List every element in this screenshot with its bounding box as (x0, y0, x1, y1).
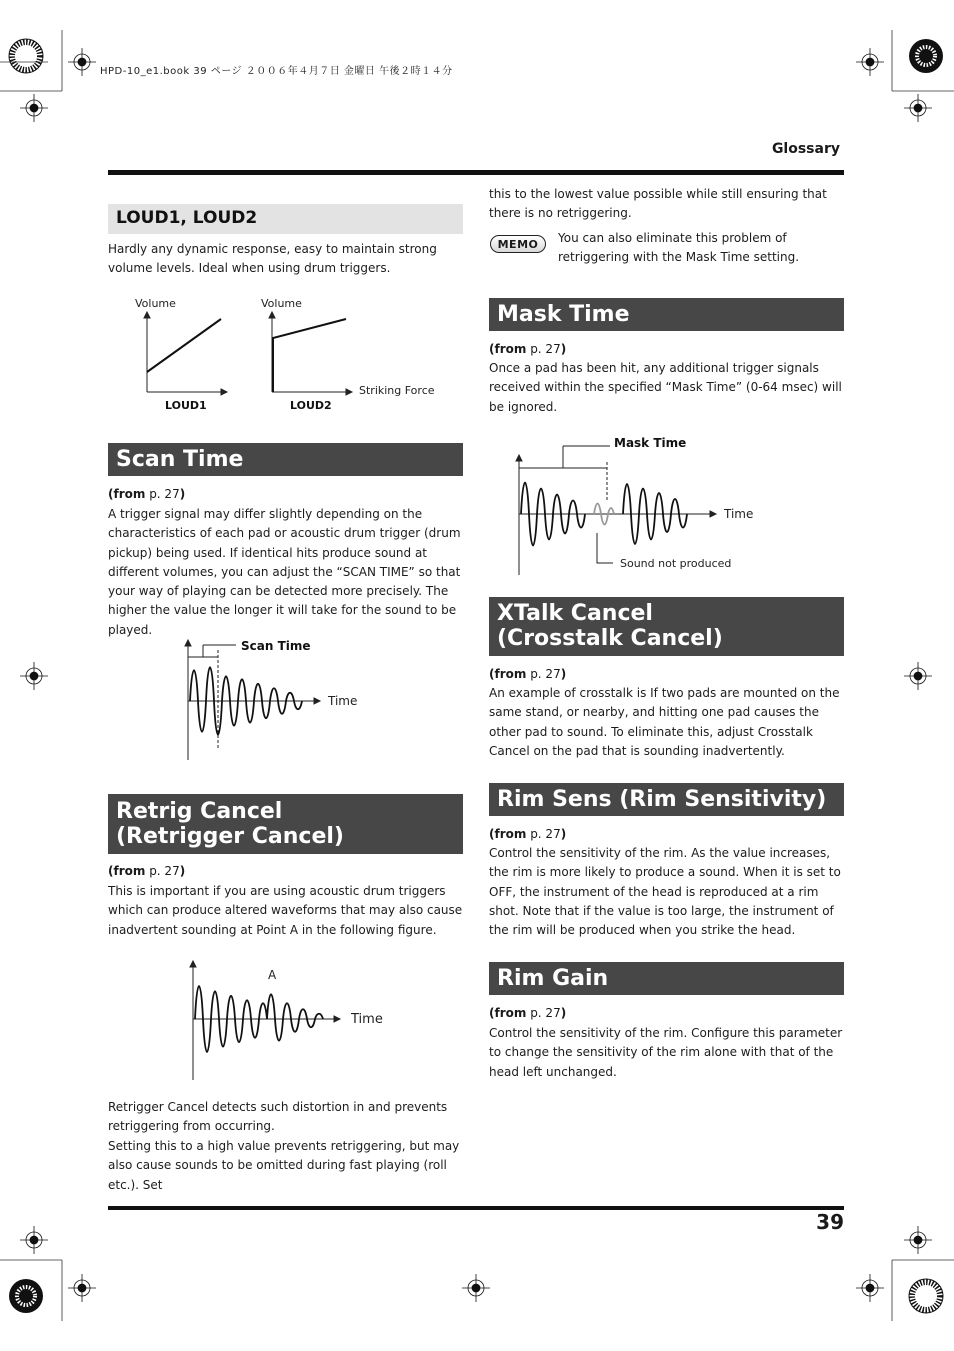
scan-time-figure-title: Scan Time (241, 639, 311, 653)
xtalk-cancel-body: An example of crosstalk is If two pads are mounted on the same stand, or nearby, and hitting one pad causes the other pad to sound. To eliminate this, adjust Crosstalk Cancel on the pad that is sounding inadvertently. (489, 686, 840, 758)
mask-time-body: Once a pad has been hit, any additional trigger signals received within the specified “Mask Time” (0-64 msec) will be ignored. (489, 361, 842, 414)
memo-badge: MEMO (490, 235, 546, 253)
scan-time-heading: Scan Time (108, 443, 463, 476)
rim-gain-body: Control the sensitivity of the rim. Configure this parameter to change the sensitivity of the rim alone with that of the head left unchanged. (489, 1026, 843, 1079)
retrig-cancel-after-2: Setting this to a high value prevents retriggering, but may also cause sounds to be omitted during fast playing (roll etc.). Set (108, 1139, 460, 1192)
xtalk-cancel-heading-line1: XTalk Cancel (497, 601, 653, 626)
header-rule (108, 170, 844, 175)
retrig-cancel-from: (from p. 27) (108, 864, 186, 878)
sound-not-produced-label: Sound not produced (620, 557, 732, 570)
page-number: 39 (816, 1210, 844, 1234)
mask-time-x-label: Time (724, 507, 754, 521)
xtalk-cancel-heading (489, 597, 844, 656)
retrig-cancel-body: This is important if you are using acoustic drum triggers which can produce altered waveforms that may also cause inadvertent sounding at Point A in the following figure. (108, 884, 463, 937)
footer-rule (108, 1206, 844, 1210)
retrig-cancel-heading-line1: Retrig Cancel (116, 799, 283, 824)
loud2-label: LOUD2 (290, 399, 332, 412)
loud-body: Hardly any dynamic response, easy to maintain strong volume levels. Ideal when using drum triggers. (108, 242, 437, 276)
loud1-y-label: Volume (135, 297, 176, 310)
mask-time-figure-title: Mask Time (614, 436, 687, 450)
rim-gain-heading: Rim Gain (489, 962, 844, 995)
retrigger-x-label: Time (351, 1012, 383, 1027)
retrig-cancel-after-1: Retrigger Cancel detects such distortion in and prevents retriggering from occurring. (108, 1100, 448, 1134)
rim-sens-body: Control the sensitivity of the rim. As the value increases, the rim is more likely to produce a sound. When it is set to OFF, the instrument of the head is reproduced at a rim shot. Note that if the value is too large, the instrument of the rim will be produced when you strike the head. (489, 846, 841, 938)
scan-time-body: A trigger signal may differ slightly depending on the characteristics of each pad or acoustic drum trigger (drum pickup) being used. If identical hits produce sound at different volumes, you can adjust the “SCAN TIME” so that your way of playing can be detected more precisely. The higher the value the longer it will take for the sound to be played. (108, 507, 461, 637)
striking-force-label: Striking Force (359, 384, 435, 397)
mask-time-heading: Mask Time (489, 298, 844, 331)
scan-time-from: (from p. 27) (108, 487, 186, 501)
rim-sens-from: (from p. 27) (489, 827, 567, 841)
retrig-cancel-heading (108, 794, 463, 854)
memo-text: You can also eliminate this problem of retriggering with the Mask Time setting. (558, 231, 800, 265)
loud1-label: LOUD1 (165, 399, 207, 412)
loud2-y-label: Volume (261, 297, 302, 310)
xtalk-cancel-heading-line2: (Crosstalk Cancel) (497, 626, 723, 651)
rim-sens-heading: Rim Sens (Rim Sensitivity) (489, 783, 844, 816)
retrig-continued-text: this to the lowest value possible while still ensuring that there is no retriggering. (489, 187, 827, 221)
rim-gain-from: (from p. 27) (489, 1006, 567, 1020)
loud-heading: LOUD1, LOUD2 (108, 204, 463, 234)
xtalk-cancel-from: (from p. 27) (489, 667, 567, 681)
print-info: HPD-10_e1.book 39 ページ ２００６年４月７日 金曜日 午後２時１４分 (100, 66, 453, 77)
retrig-cancel-heading-line2: (Retrigger Cancel) (116, 824, 344, 849)
point-a-label: A (268, 968, 277, 982)
section-label: Glossary (771, 141, 840, 157)
mask-time-from: (from p. 27) (489, 342, 567, 356)
scan-time-x-label: Time (328, 694, 358, 708)
